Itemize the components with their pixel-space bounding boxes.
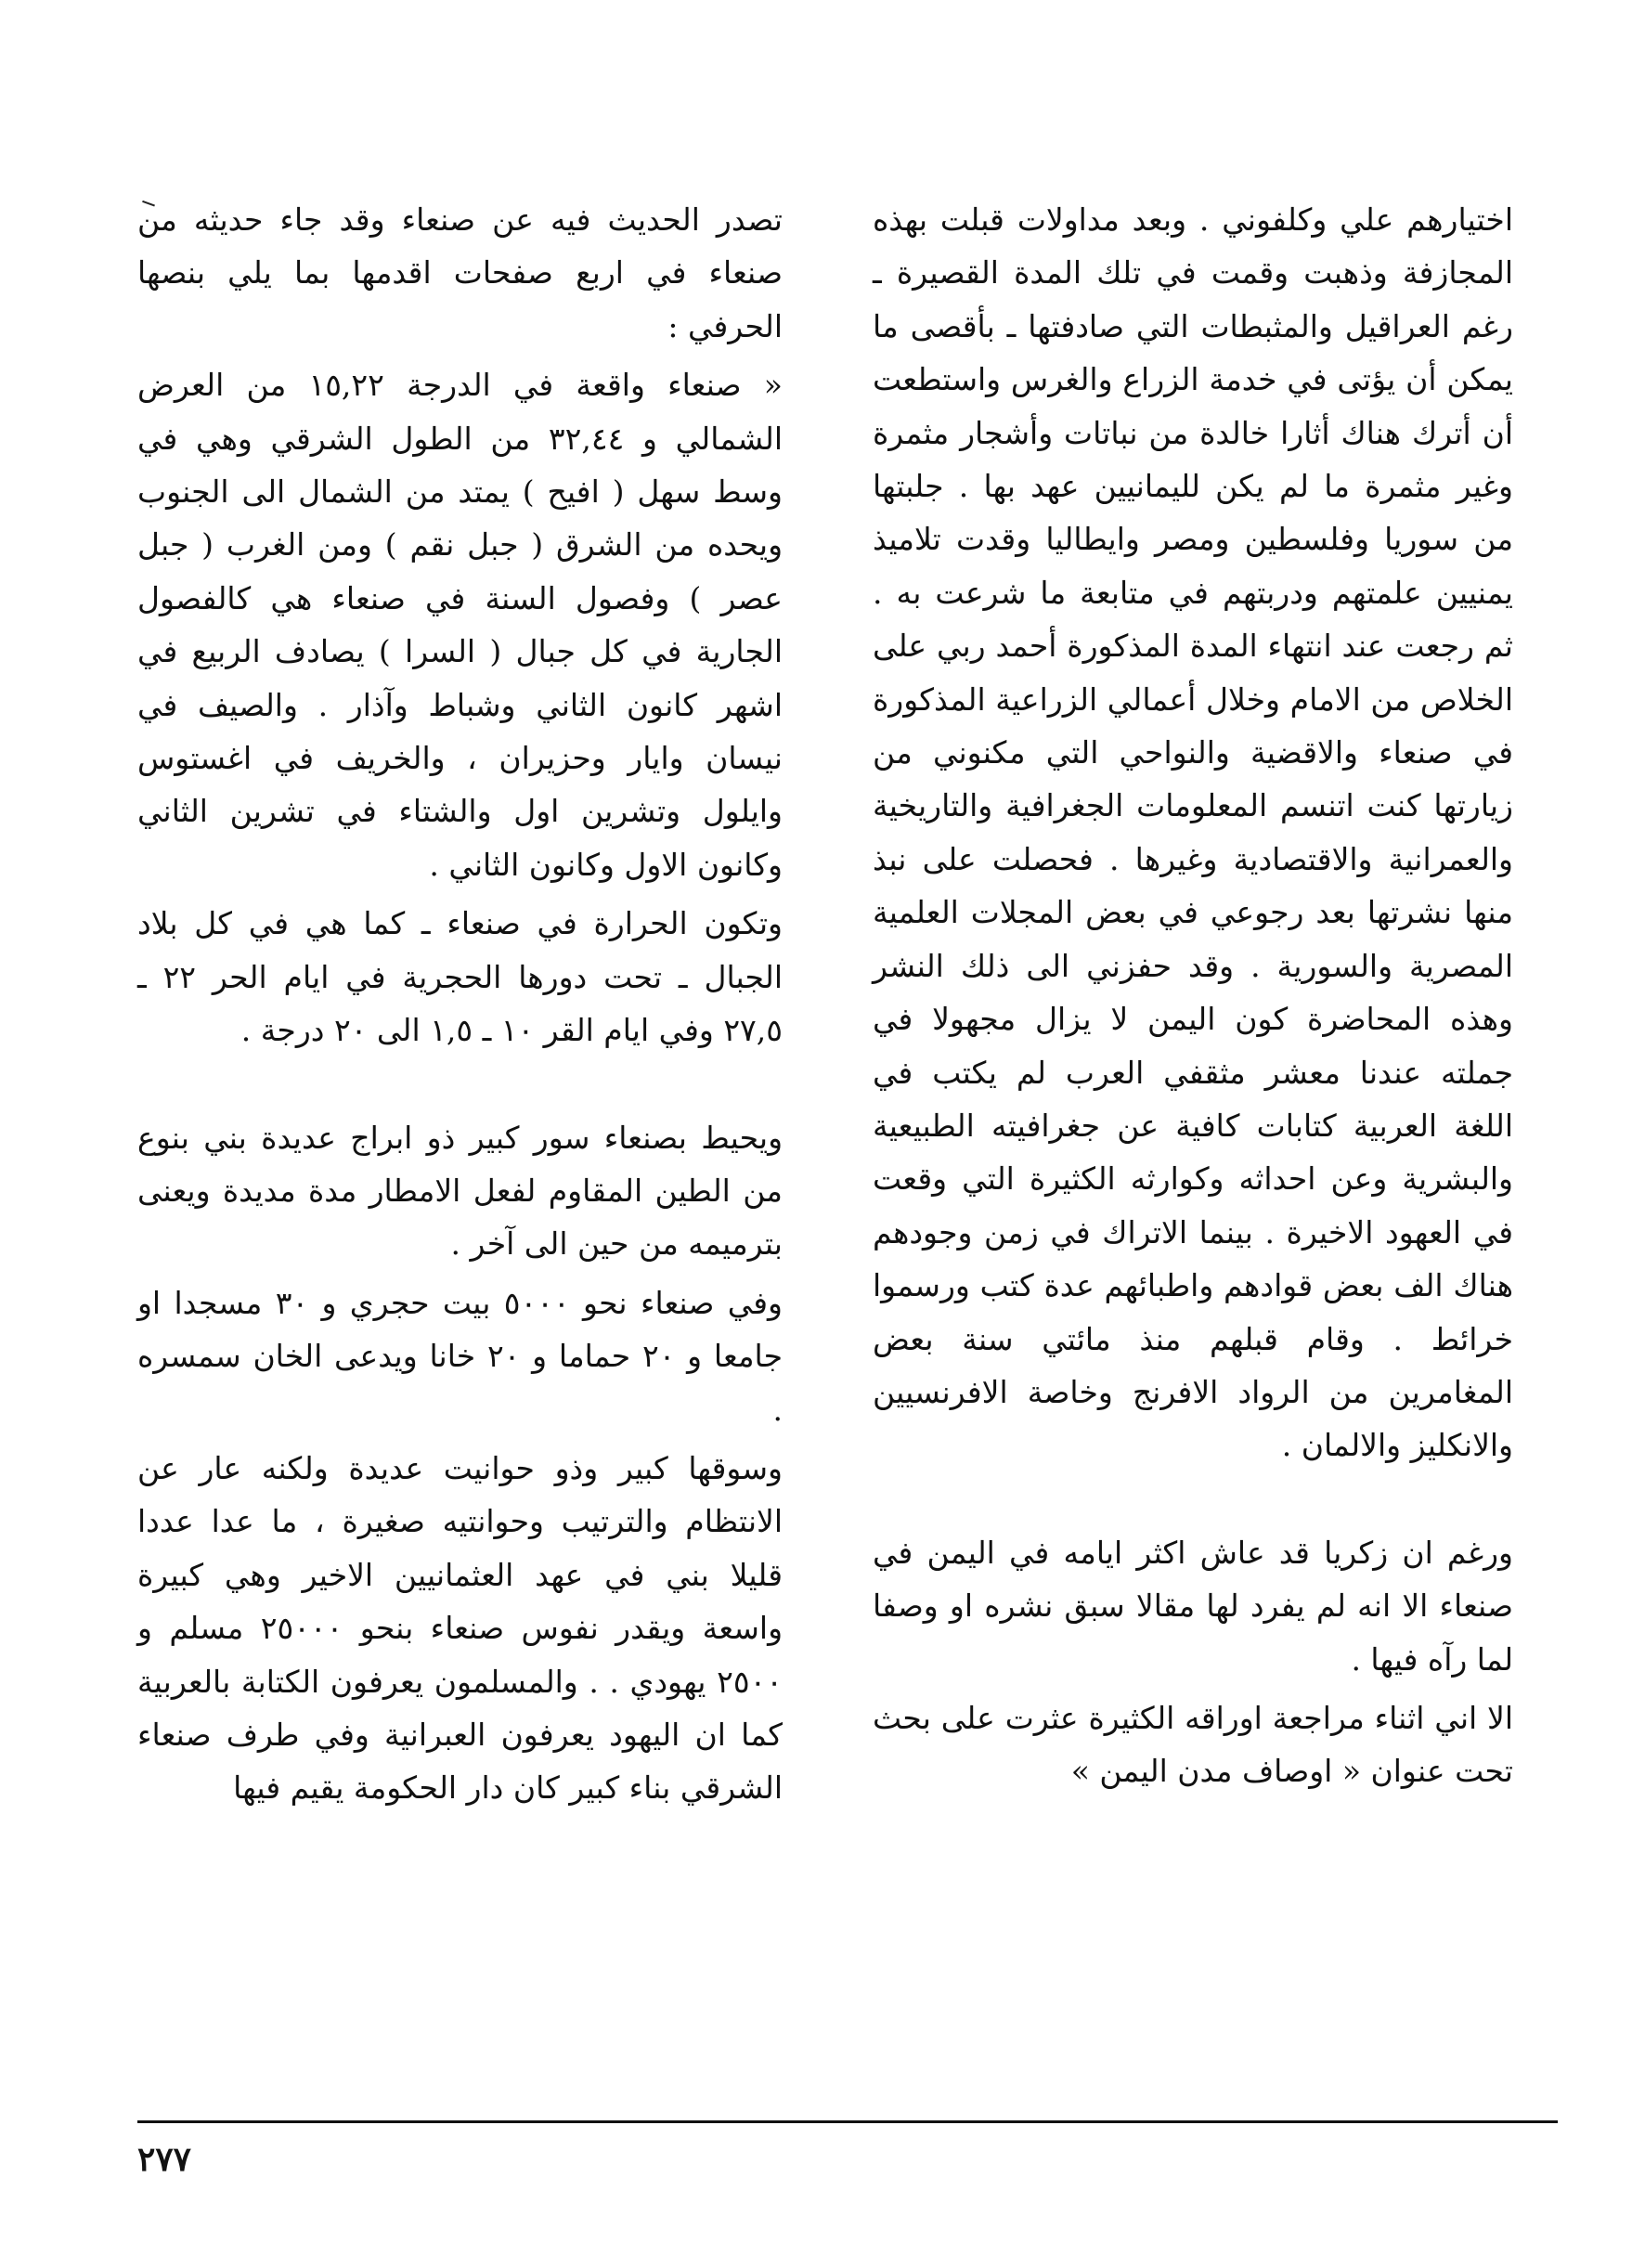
left-paragraph-6: وسوقها كبير وذو حوانيت عديدة ولكنه عار عن الانتظام والترتيب وحوانتيه صغيرة ، ما عدا عددا قليلا بني في عهد العثمانيين الاخير وهي كبيرة واسعة ويقدر نفوس صنعاء بنحو ٢٥٠٠٠ مسلم و ٢٥٠٠ يهودي . . والمسلمون يعرفون الكتابة بالعربية كما ان اليهود يعرفون العبرانية وفي طرف صنعاء الشرقي بناء كبير كان دار الحكومة يقيم فيها bbox=[137, 1449, 783, 1807]
right-column bbox=[873, 193, 1513, 1798]
left-paragraph-5: وفي صنعاء نحو ٥٠٠٠ بيت حجري و ٣٠ مسجدا او جامعا و ٢٠ حماما و ٢٠ خانا ويدعى الخان سمسره . bbox=[137, 1284, 783, 1428]
right-paragraph-2: ورغم ان زكريا قد عاش اكثر ايامه في اليمن في صنعاء الا انه لم يفرد لها مقالا سبق نشره او وصفا لما رآه فيها . bbox=[873, 1534, 1513, 1678]
left-paragraph-4: ويحيط بصنعاء سور كبير ذو ابراج عديدة بني بنوع من الطين المقاوم لفعل الامطار مدة مديدة ويعنى بترميمه من حين الى آخر . bbox=[137, 1119, 783, 1263]
left-paragraph-2: « صنعاء واقعة في الدرجة ١٥,٢٢ من العرض الشمالي و ٣٢,٤٤ من الطول الشرقي وهي في وسط سهل ( افيح ) يمتد من الشمال الى الجنوب ويحده من الشرق ( جبل نقم ) ومن الغرب ( جبل عصر ) وفصول السنة في صنعاء هي كالفصول الجارية في كل جبال ( السرا ) يصادف الربيع في اشهر كانون الثاني وشباط وآذار . والصيف في نيسان وايار وحزيران ، والخريف في اغستوس وايلول وتشرين اول والشتاء في تشرين الثاني وكانون الاول وكانون الثاني . bbox=[137, 367, 783, 883]
paragraph-spacer bbox=[137, 1057, 783, 1111]
left-paragraph-3: وتكون الحرارة في صنعاء ـ كما هي في كل بلاد الجبال ـ تحت دورها الحجرية في ايام الحر ٢٢ ـ ٢٧,٥ وفي ايام القر ١٠ ـ ١,٥ الى ٢٠ درجة . bbox=[137, 905, 783, 1049]
page-number: ٢٧٧ bbox=[137, 2140, 192, 2179]
footer-rule bbox=[137, 2120, 1558, 2123]
right-paragraph-1: اختيارهم علي وكلفوني . وبعد مداولات قبلت بهذه المجازفة وذهبت وقمت في تلك المدة القصيرة ـ رغم العراقيل والمثبطات التي صادفتها ـ بأقصى ما يمكن أن يؤتى في خدمة الزراع والغرس واستطعت أن أترك هناك أثارا خالدة من نباتات وأشجار مثمرة وغير مثمرة ما لم يكن لليمانيين عهد بها . جلبتها من سوريا وفلسطين ومصر وايطاليا وقدت تلاميذ يمنيين علمتهم ودربتهم في متابعة ما شرعت به . ثم رجعت عند انتهاء المدة المذكورة أحمد ربي على الخلاص من الامام وخلال أعمالي الزراعية المذكورة في صنعاء والاقضية والنواحي التي مكنوني من زيارتها كنت اتنسم المعلومات الجغرافية والتاريخية والعمرانية والاقتصادية وغيرها . فحصلت على نبذ منها نشرتها بعد رجوعي في بعض المجلات العلمية المصرية والسورية . وقد حفزني الى ذلك النشر وهذه المحاضرة كون اليمن لا يزال مجهولا في جملته عندنا معشر مثقفي العرب لم يكتب في اللغة العربية كتابات كافية عن جغرافيته الطبيعية والبشرية وعن احداثه وكوارثه الكثيرة التي وقعت في العهود الاخيرة . بينما الاتراك في زمن وجودهم هناك الف بعض قوادهم واطبائهم عدة كتب ورسموا خرائط . وقام قبلهم منذ مائتي سنة بعض المغامرين من الرواد الافرنج وخاصة الافرنسيين والانكليز والالمان . bbox=[873, 201, 1513, 1464]
left-column bbox=[137, 193, 783, 1815]
right-paragraph-3: الا اني اثناء مراجعة اوراقه الكثيرة عثرت على بحث تحت عنوان « اوصاف مدن اليمن » bbox=[873, 1699, 1513, 1790]
left-paragraph-1: تصدر الحديث فيه عن صنعاء وقد جاء حديثه من صنعاء في اربع صفحات اقدمها بما يلي بنصها الحرفي : bbox=[137, 201, 783, 344]
paragraph-spacer bbox=[873, 1472, 1513, 1526]
